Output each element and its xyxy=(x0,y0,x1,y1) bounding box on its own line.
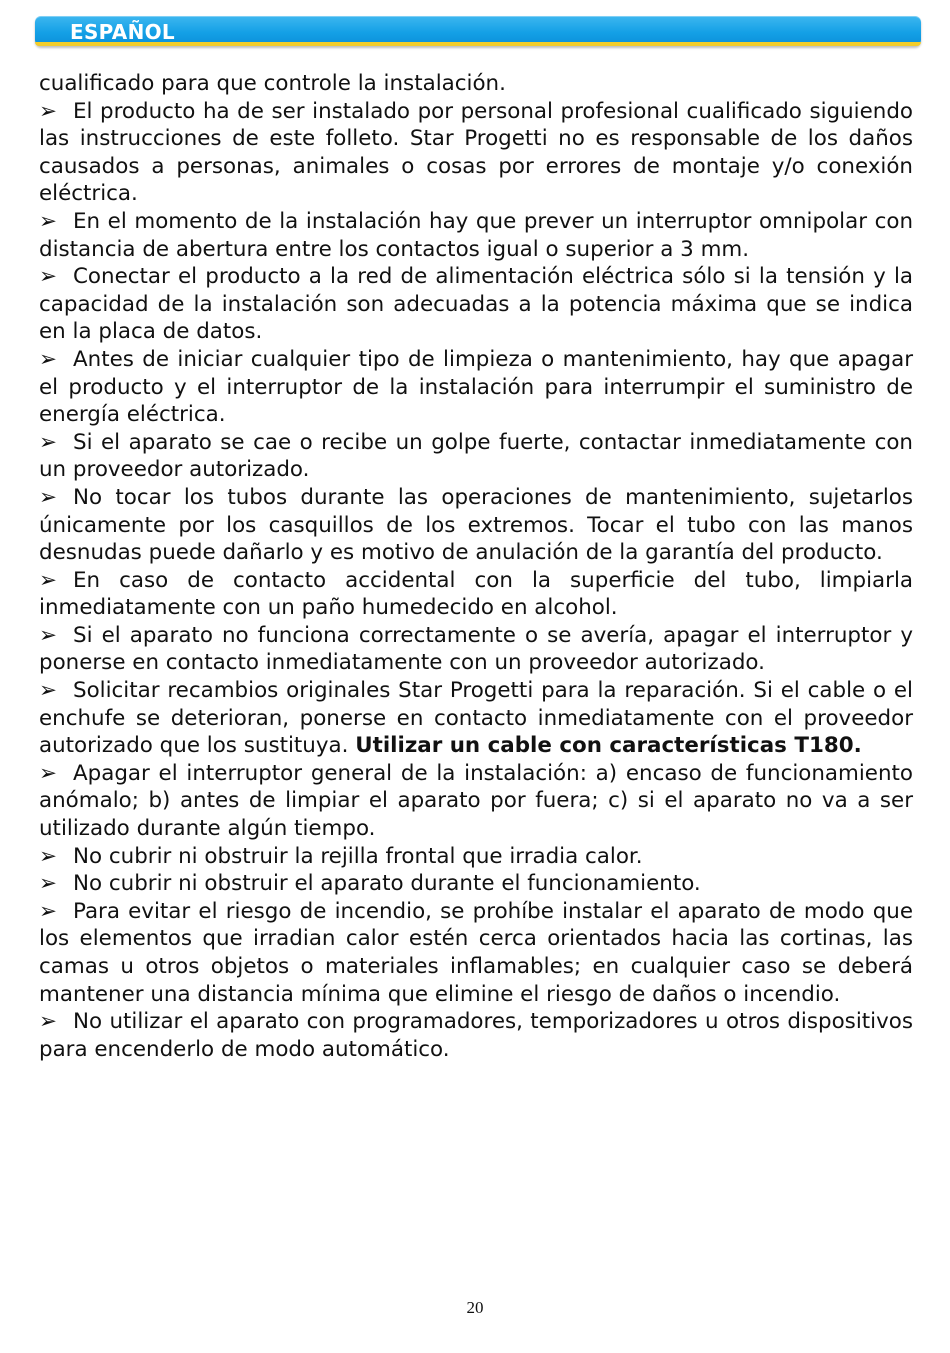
arrow-bullet-icon: ➢ xyxy=(39,622,57,648)
list-item xyxy=(39,622,913,677)
arrow-bullet-icon: ➢ xyxy=(39,264,57,290)
arrow-bullet-icon: ➢ xyxy=(39,346,57,372)
list-item-text: No tocar los tubos durante las operaciones de mantenimiento, sujetarlos únicamente por los casquillos de los extremos. Tocar el tubo con las manos desnudas puede dañarlo y es motivo de anulación de la garantía del producto. xyxy=(39,484,913,566)
list-item-text: No cubrir ni obstruir la rejilla frontal que irradia calor. xyxy=(73,843,643,869)
list-item-text: Solicitar recambios originales Star Progetti para la reparación. Si el cable o el enchufe se deterioran, ponerse en contacto inmediatamente con el proveedor autorizado que los sustituya. xyxy=(39,678,913,759)
list-item xyxy=(39,870,913,898)
list-item xyxy=(39,263,913,346)
list-item xyxy=(39,677,913,760)
list-item-text: No utilizar el aparato con programadores, temporizadores u otros dispositivos para encenderlo de modo automático. xyxy=(39,1009,913,1062)
list-item-text: En el momento de la instalación hay que prever un interruptor omnipolar con distancia de abertura entre los contactos igual o superior a 3 mm. xyxy=(39,208,913,262)
list-item xyxy=(39,208,913,263)
list-item xyxy=(39,429,913,484)
list-item xyxy=(39,484,913,567)
arrow-bullet-icon: ➢ xyxy=(39,567,57,593)
arrow-bullet-icon: ➢ xyxy=(39,871,57,897)
list-item-text: No cubrir ni obstruir el aparato durante el funcionamiento. xyxy=(73,871,701,897)
page-number: 20 xyxy=(466,1298,484,1317)
list-item-text: Para evitar el riesgo de incendio, se prohíbe instalar el aparato de modo que los elementos que irradian calor estén cerca orientados hacia las cortinas, las camas u otros objetos o materiales inflamables; en cualquier caso se deberá mantener una distancia mínima que elimine el riesgo de daños o incendio. xyxy=(39,898,913,1007)
arrow-bullet-icon: ➢ xyxy=(39,843,57,869)
arrow-bullet-icon: ➢ xyxy=(39,760,57,786)
list-item xyxy=(39,760,913,843)
safety-instructions xyxy=(39,70,913,1063)
continuation-paragraph: cualificado para que controle la instalación. xyxy=(39,71,506,96)
list-item xyxy=(39,898,913,1008)
list-item-text: Si el aparato no funciona correctamente o se avería, apagar el interruptor y ponerse en contacto inmediatamente con un proveedor autorizado. xyxy=(39,622,913,676)
list-item-text: Antes de iniciar cualquier tipo de limpieza o mantenimiento, hay que apagar el producto y el interruptor de la instalación para interrumpir el suministro de energía eléctrica. xyxy=(39,346,913,428)
list-item xyxy=(39,1008,913,1063)
arrow-bullet-icon: ➢ xyxy=(39,898,57,924)
list-item xyxy=(39,98,913,208)
cable-requirement-bold: Utilizar un cable con características T180. xyxy=(355,733,862,759)
arrow-bullet-icon: ➢ xyxy=(39,678,57,704)
arrow-bullet-icon: ➢ xyxy=(39,208,57,234)
language-header-label: ESPAÑOL xyxy=(70,20,175,44)
list-item-text: Si el aparato se cae o recibe un golpe fuerte, contactar inmediatamente con un proveedor autorizado. xyxy=(39,429,913,483)
arrow-bullet-icon: ➢ xyxy=(39,484,57,510)
list-item xyxy=(39,843,913,871)
arrow-bullet-icon: ➢ xyxy=(39,98,57,124)
list-item-text: En caso de contacto accidental con la superficie del tubo, limpiarla inmediatamente con un paño humedecido en alcohol. xyxy=(39,567,913,621)
list-item-text: Conectar el producto a la red de alimentación eléctrica sólo si la tensión y la capacidad de la instalación son adecuadas a la potencia máxima que se indica en la placa de datos. xyxy=(39,264,913,345)
list-item xyxy=(39,346,913,429)
list-item-text: El producto ha de ser instalado por personal profesional cualificado siguiendo las instrucciones de este folleto. Star Progetti no es responsable de los daños causados a personas, animales o cosas por errores de montaje y/o conexión eléctrica. xyxy=(39,98,913,207)
arrow-bullet-icon: ➢ xyxy=(39,429,57,455)
list-item xyxy=(39,567,913,622)
list-item-text: Apagar el interruptor general de la instalación: a) encaso de funcionamiento anómalo; b) antes de limpiar el aparato por fuera; c) si el aparato no va a ser utilizado durante algún tiempo. xyxy=(39,760,913,842)
arrow-bullet-icon: ➢ xyxy=(39,1009,57,1035)
